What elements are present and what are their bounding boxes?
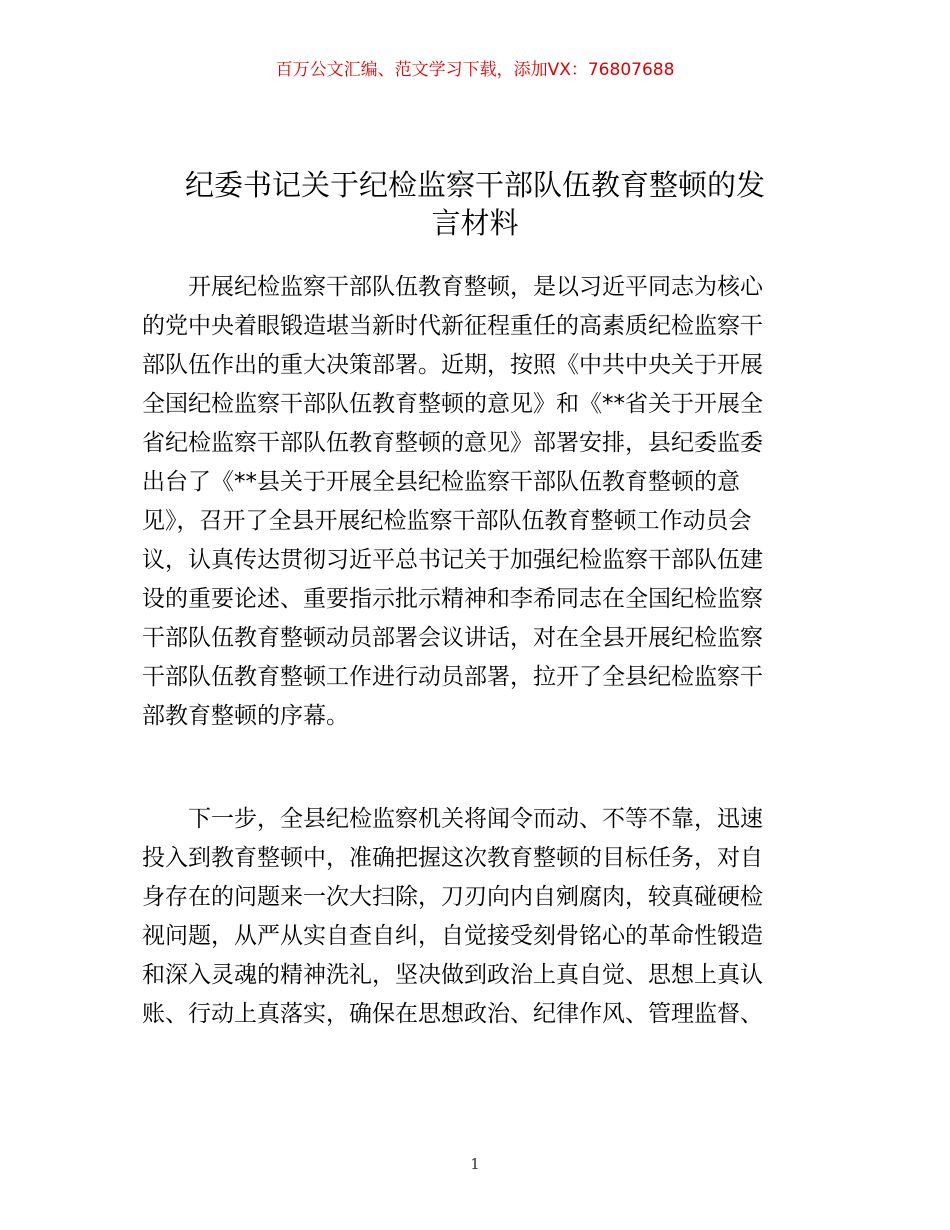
text-line: 出台了《**县关于开展全县纪检监察干部队伍教育整顿的意 [142,469,740,495]
text-line: 干部队伍教育整顿工作进行动员部署，拉开了全县纪检监察干 [142,664,763,690]
text-line: 和深入灵魂的精神洗礼，坚决做到政治上真自觉、思想上真认 [142,962,763,988]
page-number: 1 [470,1155,480,1173]
text-line: 部队伍作出的重大决策部署。近期，按照《中共中央关于开展 [142,352,763,378]
text-line: 议，认真传达贯彻习近平总书记关于加强纪检监察干部队伍建 [142,547,763,573]
text-line: 部教育整顿的序幕。 [142,703,349,729]
text-line: 干部队伍教育整顿动员部署会议讲话，对在全县开展纪检监察 [142,625,763,651]
text-line: 下一步，全县纪检监察机关将闻令而动、不等不靠，迅速 [142,806,763,832]
title-line: 纪委书记关于纪检监察干部队伍教育整顿的发 [184,168,765,202]
text-line: 投入到教育整顿中，准确把握这次教育整顿的目标任务，对自 [142,845,763,871]
text-line: 省纪检监察干部队伍教育整顿的意见》部署安排，县纪委监委 [142,430,763,456]
text-line: 的党中央着眼锻造堪当新时代新征程重任的高素质纪检监察干 [142,313,763,339]
text-line: 账、行动上真落实，确保在思想政治、纪律作风、管理监督、 [142,1001,763,1027]
document-title [130,166,820,242]
text-line: 全国纪检监察干部队伍教育整顿的意见》和《**省关于开展全 [142,391,763,417]
title-line: 言材料 [431,206,519,240]
paragraph-2 [142,800,812,1034]
header-watermark-text: 百万公文汇编、范文学习下载，添加VX：76807688 [275,60,675,80]
text-line: 开展纪检监察干部队伍教育整顿，是以习近平同志为核心 [142,274,763,300]
text-line: 见》，召开了全县开展纪检监察干部队伍教育整顿工作动员会 [142,508,752,534]
text-line: 身存在的问题来一次大扫除，刀刃向内自剜腐肉，较真碰硬检 [142,884,763,910]
text-line: 设的重要论述、重要指示批示精神和李希同志在全国纪检监察 [142,586,763,612]
paragraph-1 [142,268,812,736]
text-line: 视问题，从严从实自查自纠，自觉接受刻骨铭心的革命性锻造 [142,923,763,949]
